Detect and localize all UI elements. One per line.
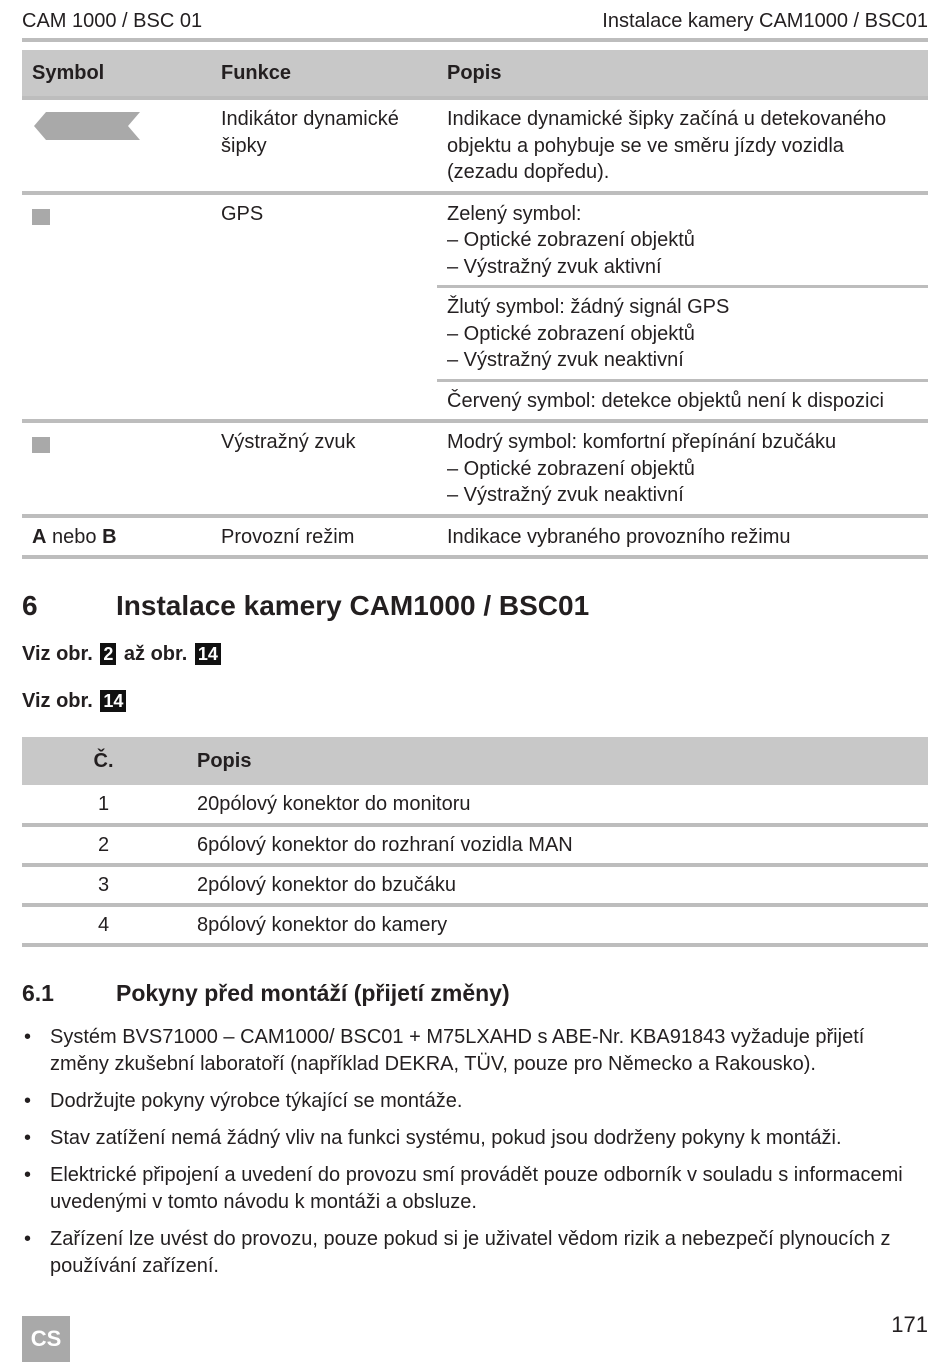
- arrow-indicator-icon: [32, 110, 142, 142]
- mode-b-label: B: [102, 525, 117, 548]
- list-item: • Elektrické připojení a uvedení do provozu smí provádět pouze odborník v souladu s informacemi uvedenými v tomto návodu k montáži a obsluze.: [22, 1162, 928, 1216]
- row-number: 1: [22, 785, 197, 825]
- section-6-1-heading: [22, 980, 510, 1007]
- gps-square-icon: [32, 209, 50, 225]
- description-cell: Červený symbol: detekce objektů není k dispozici: [437, 380, 928, 421]
- col-header-function: Funkce: [211, 50, 437, 98]
- symbol-cell: [22, 421, 211, 516]
- instruction-list: [22, 1024, 928, 1290]
- table-row: [22, 98, 928, 193]
- symbol-cell: [22, 193, 211, 422]
- header-left: CAM 1000 / BSC 01: [22, 10, 203, 32]
- table-row: [22, 193, 928, 287]
- list-item: • Dodržujte pokyny výrobce týkající se montáže.: [22, 1088, 928, 1115]
- function-cell: Provozní režim: [211, 516, 437, 558]
- figure-tag[interactable]: 14: [100, 690, 126, 712]
- connector-table: [22, 737, 928, 947]
- description-cell: Žlutý symbol: žádný signál GPS – Optické zobrazení objektů – Výstražný zvuk neaktivní: [437, 287, 928, 381]
- section-6-heading: [22, 590, 589, 622]
- function-cell: Výstražný zvuk: [211, 421, 437, 516]
- description-cell: Indikace vybraného provozního režimu: [437, 516, 928, 558]
- section-number: 6.1: [22, 980, 54, 1006]
- row-description: 8pólový konektor do kamery: [197, 905, 928, 945]
- col-header-number: Č.: [22, 737, 197, 785]
- section-title: Pokyny před montáží (přijetí změny): [116, 980, 510, 1006]
- col-header-description: Popis: [197, 737, 928, 785]
- symbol-table: [22, 50, 928, 559]
- row-description: 20pólový konektor do monitoru: [197, 785, 928, 825]
- table-row: [22, 516, 928, 558]
- row-number: 4: [22, 905, 197, 945]
- section-title: Instalace kamery CAM1000 / BSC01: [116, 590, 590, 621]
- row-number: 3: [22, 865, 197, 905]
- figure-ref-prefix: Viz obr.: [22, 690, 93, 712]
- table-row: [22, 825, 928, 865]
- table-row: [22, 421, 928, 516]
- table-row: [22, 865, 928, 905]
- page-number: 171: [891, 1312, 928, 1337]
- figure-reference: [22, 690, 128, 713]
- col-header-symbol: Symbol: [22, 50, 211, 98]
- symbol-cell: [22, 98, 211, 193]
- figure-ref-prefix: Viz obr.: [22, 643, 93, 665]
- function-cell: Indikátor dynamické šipky: [211, 98, 437, 193]
- list-item: • Systém BVS71000 – CAM1000/ BSC01 + M75LXAHD s ABE-Nr. KBA91843 vyžaduje přijetí změny zkušební laboratoří (například DEKRA, TÜV, pouze pro Německo a Rakousko).: [22, 1024, 928, 1078]
- running-header: [22, 8, 928, 42]
- language-badge: CS: [22, 1316, 70, 1362]
- mode-a-label: A: [32, 525, 47, 548]
- warning-sound-square-icon: [32, 437, 50, 453]
- header-right: Instalace kamery CAM1000 / BSC01: [602, 10, 928, 32]
- symbol-cell: [22, 516, 211, 558]
- figure-ref-mid: až obr.: [123, 643, 188, 665]
- table-row: [22, 905, 928, 945]
- figure-tag[interactable]: 2: [100, 643, 116, 665]
- description-cell: Zelený symbol: – Optické zobrazení objektů – Výstražný zvuk aktivní: [437, 193, 928, 287]
- list-item: • Stav zatížení nemá žádný vliv na funkci systému, pokud jsou dodrženy pokyny k montáži.: [22, 1125, 928, 1152]
- description-cell: Modrý symbol: komfortní přepínání bzučáku – Optické zobrazení objektů – Výstražný zvuk neaktivní: [437, 421, 928, 516]
- row-number: 2: [22, 825, 197, 865]
- figure-reference-range: [22, 643, 223, 666]
- function-cell: GPS: [211, 193, 437, 422]
- mode-or-text: nebo: [46, 525, 103, 548]
- col-header-description: Popis: [437, 50, 928, 98]
- figure-tag[interactable]: 14: [195, 643, 221, 665]
- section-number: 6: [22, 590, 38, 621]
- table-row: [22, 785, 928, 825]
- description-cell: Indikace dynamické šipky začíná u detekovaného objektu a pohybuje se ve směru jízdy vozidla (zezadu dopředu).: [437, 98, 928, 193]
- list-item: • Zařízení lze uvést do provozu, pouze pokud si je uživatel vědom rizik a nebezpečí plynoucích z používání zařízení.: [22, 1226, 928, 1280]
- row-description: 6pólový konektor do rozhraní vozidla MAN: [197, 825, 928, 865]
- row-description: 2pólový konektor do bzučáku: [197, 865, 928, 905]
